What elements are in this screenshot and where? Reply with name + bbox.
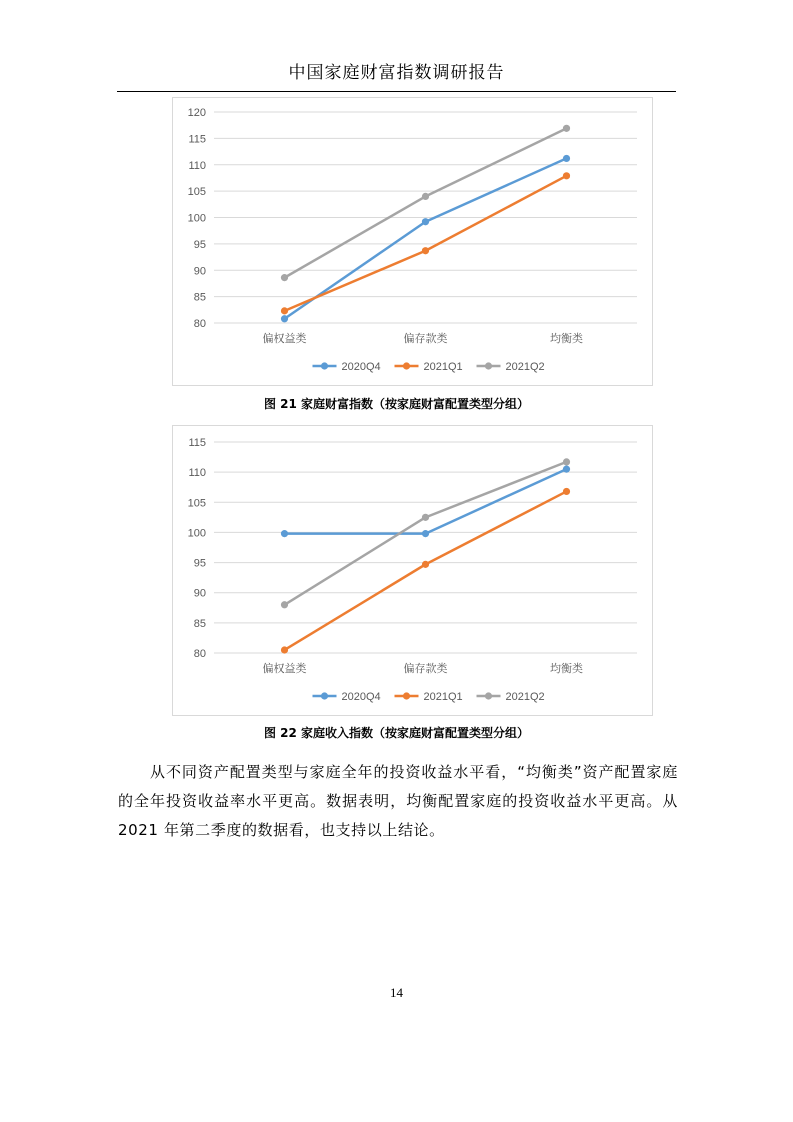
x-tick-label: 偏存款类 (403, 333, 448, 345)
series-line-2020Q4 (285, 158, 567, 318)
y-tick-label: 110 (188, 159, 206, 172)
y-tick-label: 105 (187, 186, 206, 199)
data-point-2021Q1 (563, 488, 570, 495)
series-line-2021Q2 (285, 128, 567, 277)
x-tick-label: 偏存款类 (403, 663, 448, 675)
y-tick-label: 90 (193, 265, 206, 278)
y-tick-label: 100 (187, 212, 206, 225)
x-tick-label: 均衡类 (550, 663, 583, 675)
data-point-2021Q1 (422, 247, 429, 254)
data-point-2021Q2 (281, 601, 288, 608)
data-point-2020Q4 (281, 530, 288, 537)
legend-marker (485, 692, 492, 699)
y-tick-label: 80 (193, 318, 206, 330)
data-point-2021Q1 (281, 307, 288, 314)
figure-21-caption: 图 21 家庭财富指数（按家庭财富配置类型分组） (263, 397, 530, 411)
header-divider (117, 91, 676, 92)
legend-marker (321, 692, 328, 699)
data-point-2021Q2 (563, 458, 570, 465)
data-point-2021Q1 (422, 561, 429, 568)
data-point-2021Q1 (563, 172, 570, 179)
chart-svg-1 (173, 98, 652, 385)
figure-22-caption: 图 22 家庭收入指数（按家庭财富配置类型分组） (263, 726, 530, 740)
y-tick-label: 115 (188, 437, 206, 449)
data-point-2021Q2 (422, 193, 429, 200)
y-tick-label: 90 (193, 587, 206, 600)
y-tick-label: 110 (188, 467, 206, 480)
data-point-2020Q4 (422, 218, 429, 225)
legend-marker (403, 362, 410, 369)
legend-marker (403, 692, 410, 699)
x-tick-label: 偏权益类 (262, 663, 307, 675)
data-point-2021Q2 (281, 274, 288, 281)
x-tick-label: 偏权益类 (262, 333, 307, 345)
legend-label: 2020Q4 (341, 361, 381, 373)
y-tick-label: 80 (193, 648, 206, 660)
legend-label: 2021Q2 (505, 361, 545, 373)
y-tick-label: 120 (187, 107, 206, 119)
legend-label: 2021Q1 (423, 361, 463, 373)
data-point-2021Q2 (422, 514, 429, 521)
legend-marker (321, 362, 328, 369)
y-tick-label: 105 (187, 497, 206, 510)
household-income-index-chart (172, 425, 653, 716)
y-tick-label: 115 (188, 133, 206, 146)
y-tick-label: 85 (193, 617, 206, 630)
data-point-2020Q4 (563, 466, 570, 473)
data-point-2021Q1 (281, 646, 288, 653)
legend-label: 2021Q2 (505, 691, 545, 703)
y-tick-label: 85 (193, 291, 206, 304)
y-tick-label: 100 (187, 527, 206, 540)
legend-label: 2020Q4 (341, 691, 381, 703)
page-header-title: 中国家庭财富指数调研报告 (288, 63, 505, 83)
page-number: 14 (390, 985, 403, 1000)
household-wealth-index-chart (172, 97, 653, 386)
data-point-2020Q4 (422, 530, 429, 537)
y-tick-label: 95 (193, 557, 206, 570)
x-tick-label: 均衡类 (550, 333, 583, 345)
data-point-2020Q4 (563, 155, 570, 162)
data-point-2020Q4 (281, 315, 288, 322)
body-paragraph: 从不同资产配置类型与家庭全年的投资收益水平看，“均衡类”资产配置家庭的全年投资收益率水平更高。数据表明，均衡配置家庭的投资收益水平更高。从 2021 年第二季度的数据看，也支持以上结论。 (118, 763, 678, 839)
legend-label: 2021Q1 (423, 691, 463, 703)
data-point-2021Q2 (563, 125, 570, 132)
legend-marker (485, 362, 492, 369)
y-tick-label: 95 (193, 238, 206, 251)
chart-svg-2 (173, 426, 652, 715)
